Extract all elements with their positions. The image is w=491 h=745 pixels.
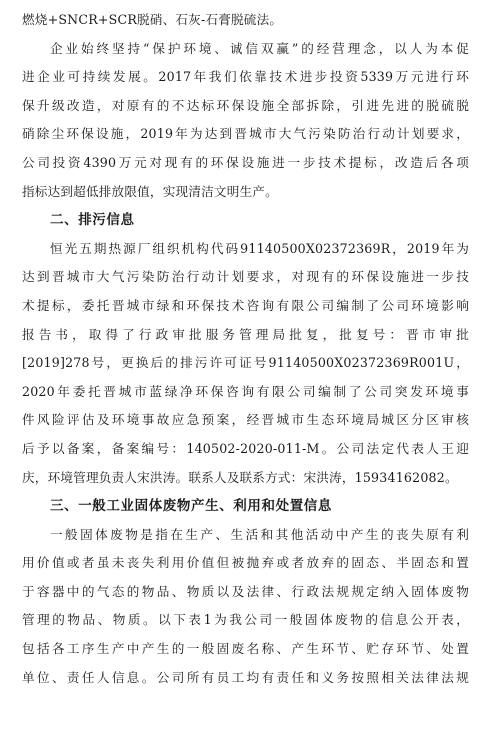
paragraph-line: 企业始终坚持“保护环境、诚信双赢”的经营理念，以人为本促 [50,40,469,56]
paragraph-line: 一般固体废物是指在生产、生活和其他活动中产生的丧失原有利 [50,526,469,542]
paragraph-line: 达到晋城市大气污染防治行动计划要求，对现有的环保设施进一步技 [22,269,469,285]
paragraph-line: 庆，环境管理负责人宋洪涛。联系人及联系方式：宋洪涛，15934162082。 [22,469,458,485]
paragraph-line: [2019]278号，更换后的排污许可证号91140500X02372369R001U， [22,355,469,371]
paragraph-line: 进企业可持续发展。2017年我们依靠技术进步投资5339万元进行环 [22,69,469,85]
paragraph-line: 2020年委托晋城市蓝绿净环保咨询有限公司编制了公司突发环境事 [22,383,469,399]
section-heading: 二、排污信息 [50,212,135,229]
paragraph-line: 单位、责任人信息。公司所有员工均有责任和义务按照相关法律法规 [22,669,469,685]
paragraph-line: 件风险评估及环境事故应急预案，经晋城市生态环境局城区分区审核 [22,412,469,428]
paragraph-line: 公司投资4390万元对现有的环保设施进一步技术提标，改造后各项 [22,154,469,170]
section-heading: 三、一般工业固体废物产生、利用和处置信息 [50,498,332,515]
paragraph-line: 术提标，委托晋城市绿和环保技术咨询有限公司编制了公司环境影响 [22,297,469,313]
paragraph-line: 用价值或者虽未丧失利用价值但被抛弃或者放弃的固态、半固态和置 [22,555,469,571]
paragraph-line: 包括各工序生产中产生的一般固废名称、产生环节、贮存环节、处置 [22,641,469,657]
paragraph-line: 管理的物品、物质。以下表1为我公司一般固体废物的信息公开表， [22,612,469,628]
paragraph-line: 燃烧+SNCR+SCR脱硝、石灰-石膏脱硫法。 [22,12,283,27]
paragraph-line: 硝除尘环保设施，2019年为达到晋城市大气污染防治行动计划要求， [22,126,469,142]
paragraph-line: 保升级改造，对原有的不达标环保设施全部拆除，引进先进的脱硫脱 [22,97,469,113]
paragraph-line: 报告书，取得了行政审批服务管理局批复，批复号：晋市审批 [22,326,469,342]
paragraph-line: 恒光五期热源厂组织机构代码91140500X02372369R，2019年为 [50,240,469,256]
paragraph-line: 指标达到超低排放限值，实现清洁文明生产。 [22,183,278,199]
paragraph-line: 后予以备案，备案编号：140502-2020-011-M。公司法定代表人王迎 [22,440,469,456]
paragraph-line: 于容器中的气态的物品、物质以及法律、行政法规规定纳入固体废物 [22,583,469,599]
